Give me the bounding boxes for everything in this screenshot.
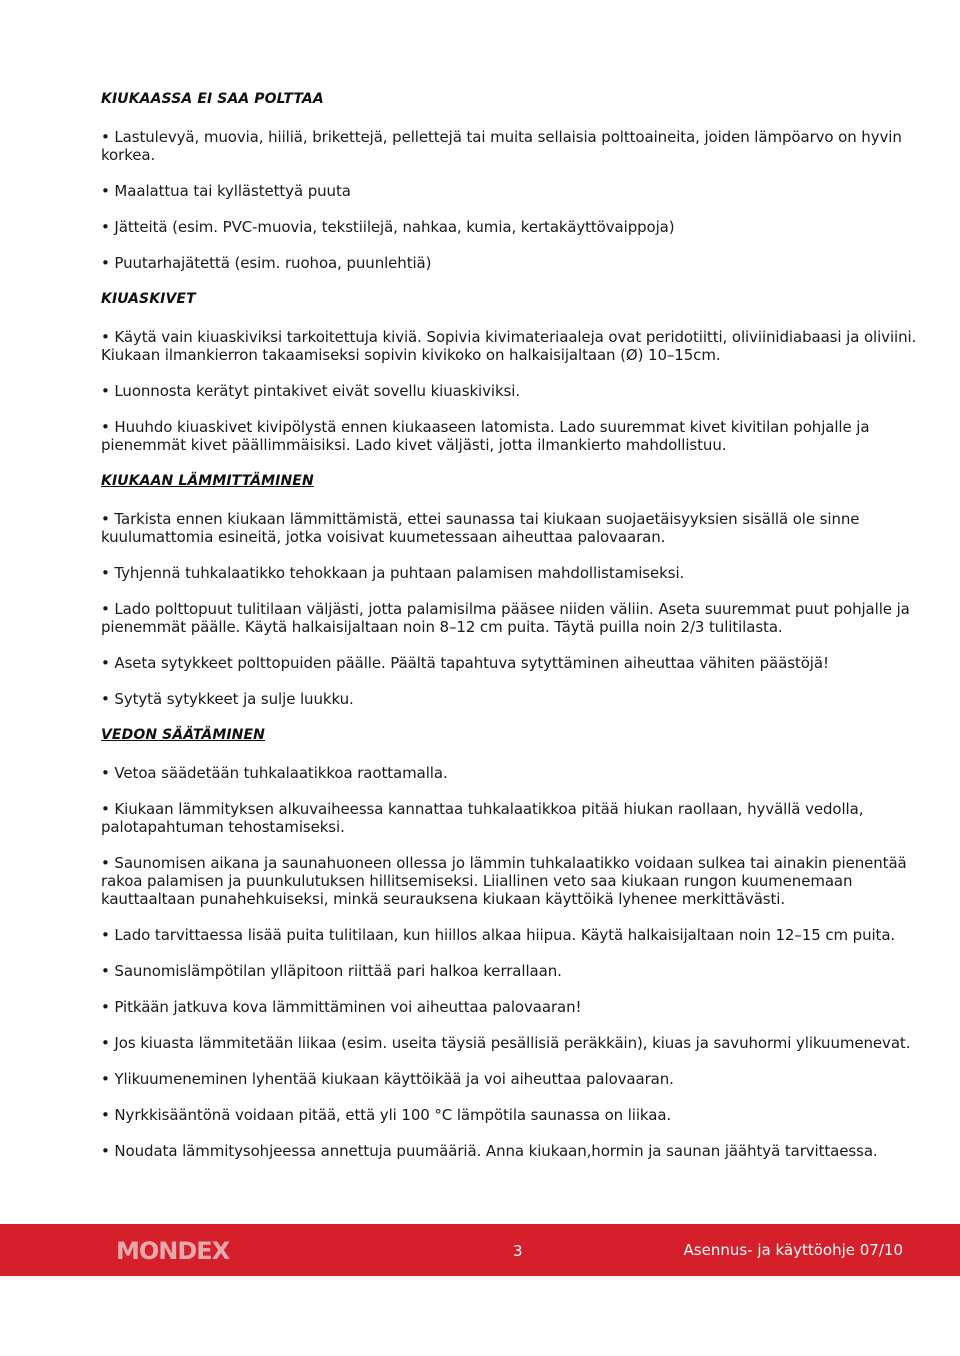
section-heading: KIUKAASSA EI SAA POLTTAA — [101, 91, 324, 107]
bullet-item: • Saunomisen aikana ja saunahuoneen ollessa jo lämmin tuhkalaatikko voidaan sulkea tai ainakin pienentää rakoa palamisen ja puunkulutuksen hillitsemiseksi. Liiallinen veto saa kiukaan rungon kuumenemaan kauttaaltaan punahehkuiseksi, minkä seurauksena kiukaan käyttöikä lyhenee merkittävästi. — [101, 854, 907, 908]
bullet-item: • Lastulevyä, muovia, hiiliä, brikettejä, pellettejä tai muita sellaisia polttoaineita, joiden lämpöarvo on hyvin korkea. — [101, 128, 902, 164]
bullet-item: • Saunomislämpötilan ylläpitoon riittää pari halkoa kerrallaan. — [101, 962, 562, 980]
bullet-item: • Jätteitä (esim. PVC-muovia, tekstiilejä, nahkaa, kumia, kertakäyttövaippoja) — [101, 218, 675, 236]
bullet-item: • Ylikuumeneminen lyhentää kiukaan käyttöikää ja voi aiheuttaa palovaaran. — [101, 1070, 674, 1088]
bullet-item: • Nyrkkisääntönä voidaan pitää, että yli 100 °C lämpötila saunassa on liikaa. — [101, 1106, 672, 1124]
bullet-item: • Pitkään jatkuva kova lämmittäminen voi aiheuttaa palovaaran! — [101, 998, 582, 1016]
bullet-item: • Luonnosta kerätyt pintakivet eivät sovellu kiuaskiviksi. — [101, 382, 520, 400]
footer-bar — [0, 1224, 960, 1276]
bullet-item: • Tyhjennä tuhkalaatikko tehokkaan ja puhtaan palamisen mahdollistamiseksi. — [101, 564, 685, 582]
mondex-logo — [116, 1238, 256, 1262]
bullet-item: • Maalattua tai kyllästettyä puuta — [101, 182, 351, 200]
page-number: 3 — [513, 1242, 523, 1260]
bullet-item: • Jos kiuasta lämmitetään liikaa (esim. useita täysiä pesällisiä peräkkäin), kiuas ja savuhormi ylikuumenevat. — [101, 1034, 911, 1052]
bullet-item: • Lado polttopuut tulitilaan väljästi, jotta palamisilma pääsee niiden väliin. Aseta suuremmat puut pohjalle ja pienemmät päälle. Käytä halkaisijaltaan noin 8–12 cm puita. Täytä puilla noin 2/3 tulitilasta. — [101, 600, 910, 636]
section-heading: KIUASKIVET — [101, 291, 196, 307]
section-heading: VEDON SÄÄTÄMINEN — [101, 727, 265, 743]
bullet-item: • Kiukaan lämmityksen alkuvaiheessa kannattaa tuhkalaatikkoa pitää hiukan raollaan, hyvällä vedolla, palotapahtuman tehostamiseksi. — [101, 800, 864, 836]
document-body — [101, 90, 931, 1160]
bullet-item: • Aseta sytykkeet polttopuiden päälle. Päältä tapahtuva sytyttäminen aiheuttaa vähiten päästöjä! — [101, 654, 829, 672]
document-title: Asennus- ja käyttöohje 07/10 — [683, 1241, 903, 1259]
bullet-item: • Vetoa säädetään tuhkalaatikkoa raottamalla. — [101, 764, 448, 782]
bullet-item: • Käytä vain kiuaskiviksi tarkoitettuja kiviä. Sopivia kivimateriaaleja ovat peridotiitti, oliviinidiabaasi ja oliviini. Kiukaan ilmankierron takaamiseksi sopivin kivikoko on halkaisijaltaan (Ø) 10–15cm. — [101, 328, 917, 364]
bullet-item: • Puutarhajätettä (esim. ruohoa, puunlehtiä) — [101, 254, 432, 272]
bullet-item: • Tarkista ennen kiukaan lämmittämistä, ettei saunassa tai kiukaan suojaetäisyyksien sisällä ole sinne kuulumattomia esineitä, jotka voisivat kuumetessaan aiheuttaa palovaaran. — [101, 510, 860, 546]
logo-text: MONDEX — [116, 1238, 230, 1262]
bullet-item: • Noudata lämmitysohjeessa annettuja puumääriä. Anna kiukaan,hormin ja saunan jäähtyä tarvittaessa. — [101, 1142, 878, 1160]
bullet-item: • Huuhdo kiuaskivet kivipölystä ennen kiukaaseen latomista. Lado suuremmat kivet kivitilan pohjalle ja pienemmät kivet päällimmäisiksi. Lado kivet väljästi, jotta ilmankierto mahdollistuu. — [101, 418, 870, 454]
section-heading: KIUKAAN LÄMMITTÄMINEN — [101, 473, 314, 489]
bullet-item: • Sytytä sytykkeet ja sulje luukku. — [101, 690, 354, 708]
bullet-item: • Lado tarvittaessa lisää puita tulitilaan, kun hiillos alkaa hiipua. Käytä halkaisijaltaan noin 12–15 cm puita. — [101, 926, 896, 944]
